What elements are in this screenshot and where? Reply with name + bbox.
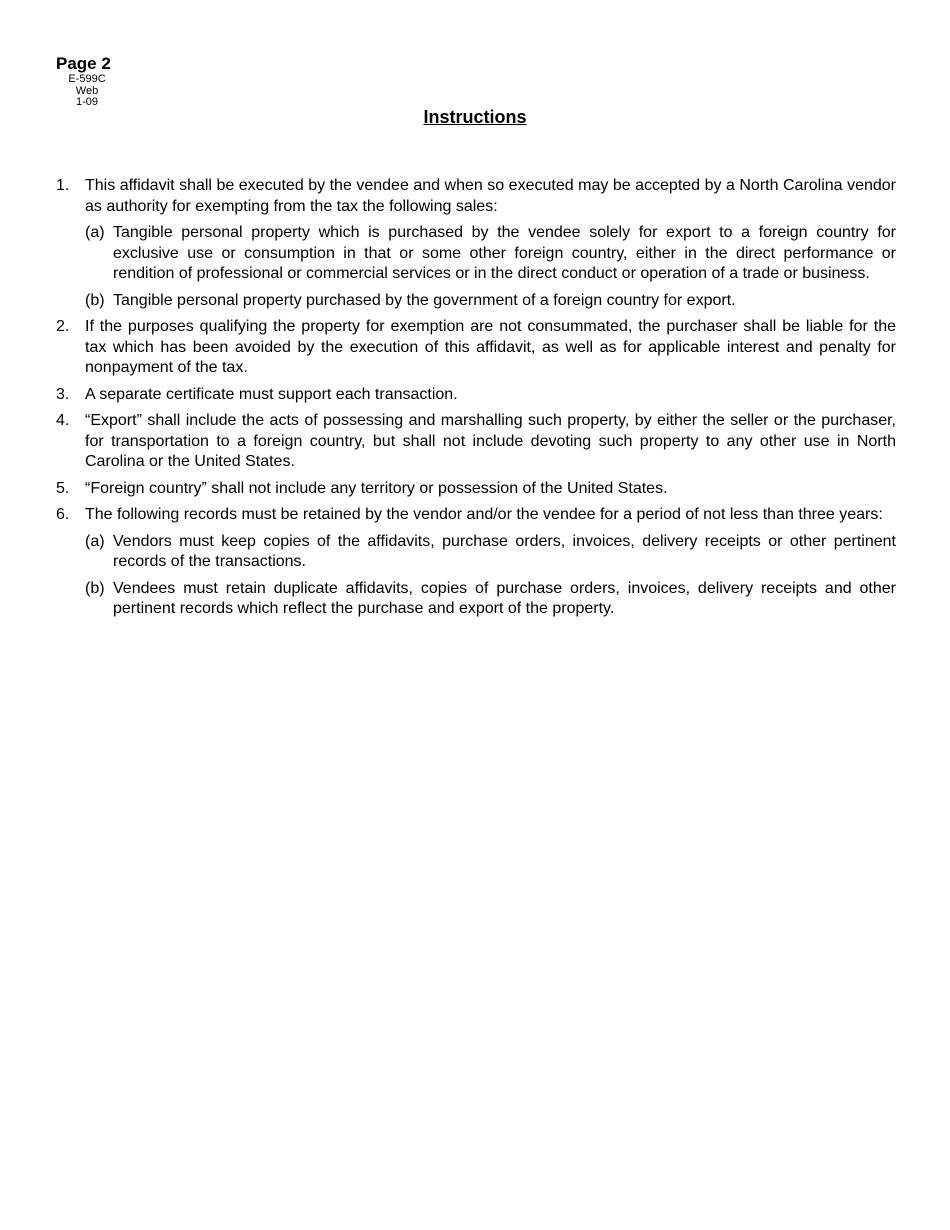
list-item <box>56 505 896 620</box>
sub-item-text: Tangible personal property purchased by the government of a foreign country for export. <box>113 291 736 309</box>
sub-item <box>85 223 896 285</box>
sub-item-text: Tangible personal property which is purchased by the vendee solely for export to a foreign country for exclusive use or consumption in that or some other foreign country, either in the direct performance or rendition of professional or commercial services or in the direct conduct or operation of a trade or business. <box>113 224 896 282</box>
sub-item <box>85 291 896 312</box>
item-text: “Foreign country” shall not include any territory or possession of the United States. <box>85 479 668 497</box>
sub-item <box>85 532 896 573</box>
sub-item-label: (b) <box>85 579 105 597</box>
item-number: 5. <box>56 479 70 497</box>
item-text: The following records must be retained by the vendor and/or the vendee for a period of not less than three years: <box>85 506 883 523</box>
sub-item <box>85 579 896 620</box>
form-header <box>56 54 118 109</box>
item-text: This affidavit shall be executed by the vendee and when so executed may be accepted by a North Carolina vendor as authority for exempting from the tax the following sales: <box>85 177 896 215</box>
item-text: If the purposes qualifying the property for exemption are not consummated, the purchaser shall be liable for the tax which has been avoided by the execution of this affidavit, as well as for applicable interest and penalty for nonpayment of the tax. <box>85 318 896 376</box>
sub-item-label: (a) <box>85 224 105 241</box>
sub-item-label: (a) <box>85 532 105 550</box>
list-item <box>56 317 896 379</box>
item-text: “Export” shall include the acts of possessing and marshalling such property, by either the seller or the purchaser, for transportation to a foreign country, but shall not include devoting such property to any other use in North Carolina or the United States. <box>85 412 896 470</box>
item-number: 4. <box>56 412 70 429</box>
form-id: E-599C <box>68 73 106 85</box>
item-number: 1. <box>56 177 70 194</box>
instructions-list <box>56 176 896 626</box>
item-text: A separate certificate must support each transaction. <box>85 385 458 403</box>
sub-item-text: Vendees must retain duplicate affidavits, copies of purchase orders, invoices, delivery receipts and other pertinent records which reflect the purchase and export of the property. <box>113 579 896 617</box>
page-number: Page 2 <box>56 54 111 73</box>
form-date: 1-09 <box>75 96 99 108</box>
item-number: 3. <box>56 385 70 403</box>
item-number: 2. <box>56 318 70 335</box>
list-item <box>56 176 896 311</box>
sub-item-label: (b) <box>85 291 105 309</box>
sub-item-text: Vendors must keep copies of the affidavits, purchase orders, invoices, delivery receipts or other pertinent records of the transactions. <box>113 532 896 570</box>
list-item <box>56 479 896 500</box>
page-title: Instructions <box>423 107 527 127</box>
item-number: 6. <box>56 506 70 523</box>
list-item <box>56 411 896 473</box>
list-item <box>56 385 896 406</box>
form-edition: Web <box>75 84 99 97</box>
